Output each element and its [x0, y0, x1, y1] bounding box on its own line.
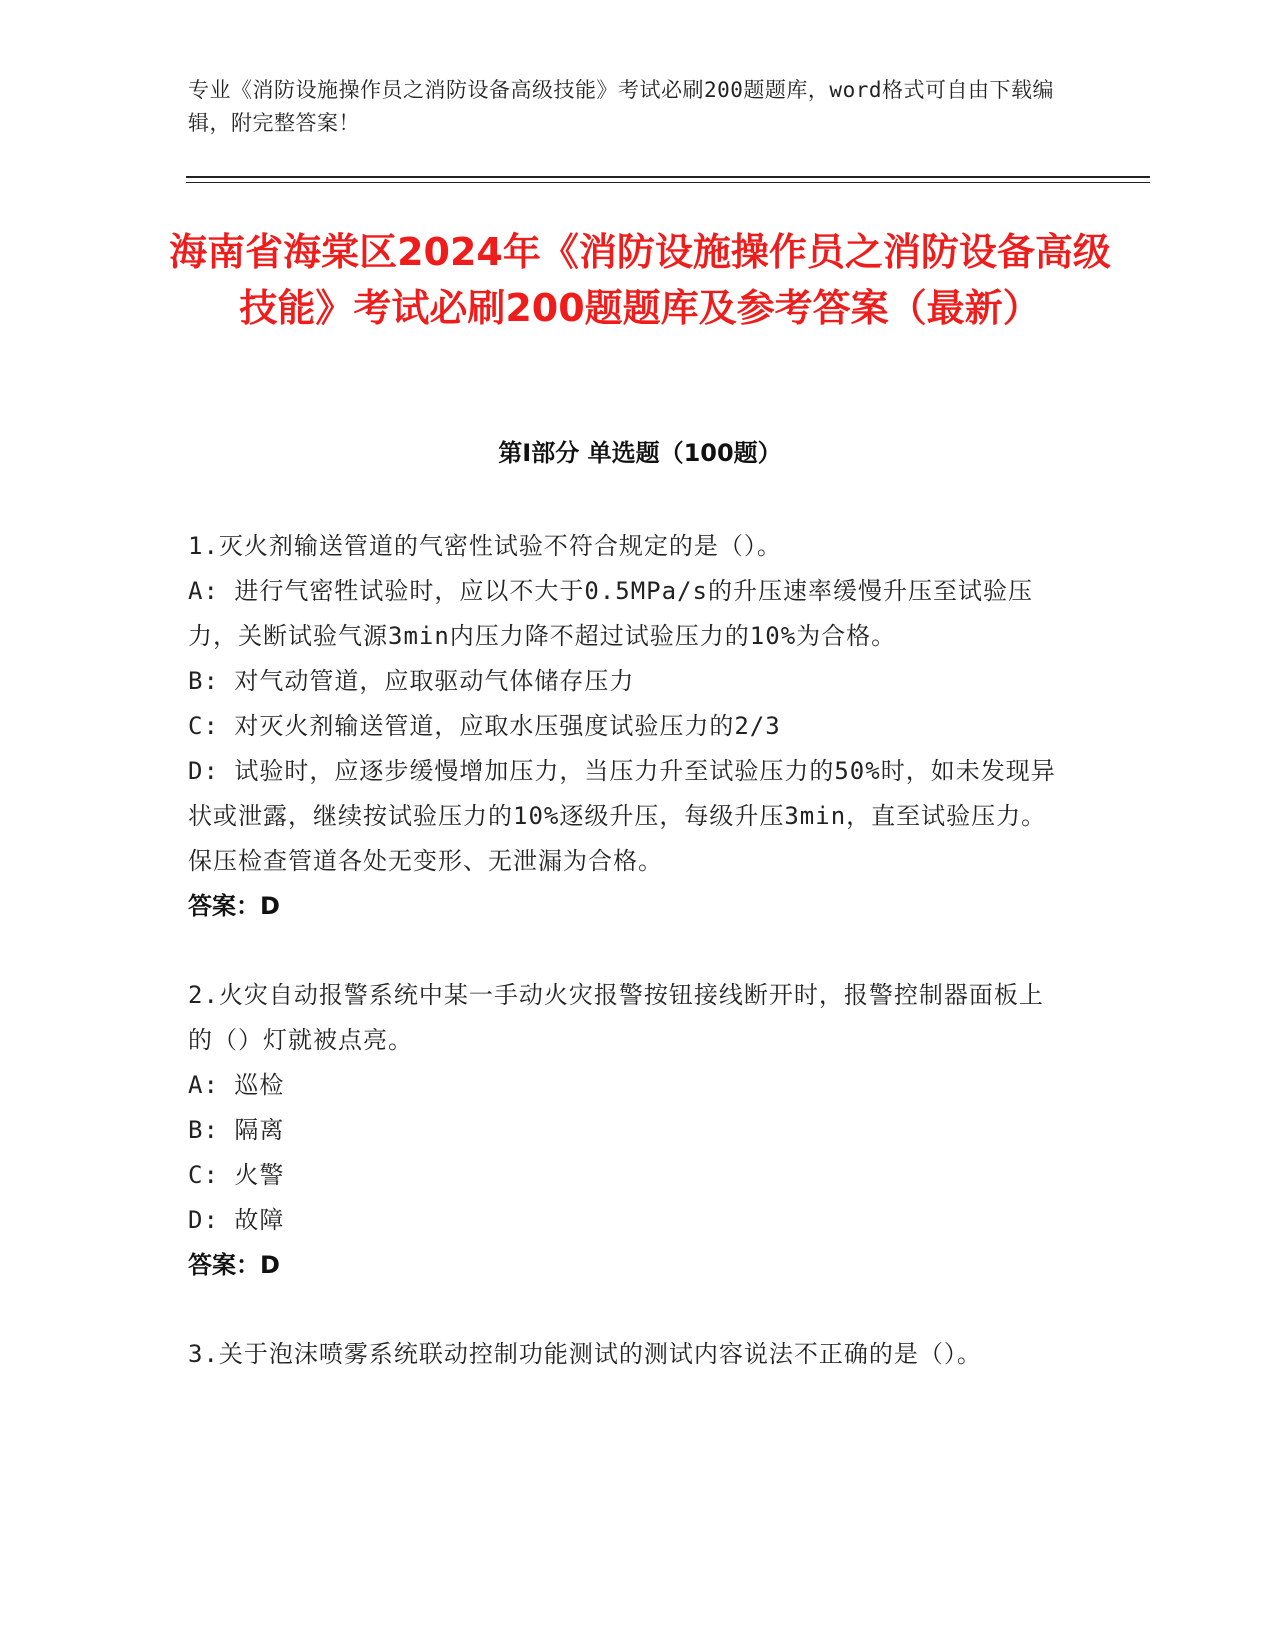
option-c: C: 对灭火剂输送管道，应取水压强度试验压力的2/3 [188, 712, 781, 740]
header-divider-thin [186, 182, 1150, 183]
question-2 [188, 973, 1068, 1288]
question-1 [188, 524, 1068, 929]
option-c: C: 火警 [188, 1161, 285, 1189]
header-divider-thick [186, 176, 1150, 178]
question-stem: 3.关于泡沫喷雾系统联动控制功能测试的测试内容说法不正确的是（）。 [188, 1340, 982, 1368]
section-title: 第I部分 单选题（100题） [498, 439, 782, 467]
answer: 答案：D [188, 892, 280, 920]
question-stem: 1.灭火剂输送管道的气密性试验不符合规定的是（）。 [188, 532, 782, 560]
option-d: D: 试验时，应逐步缓慢增加压力，当压力升至试验压力的50%时，如未发现异状或泄露，继续按试验压力的10%逐级升压，每级升压3min，直至试验压力。保压检查管道各处无变形、无泄漏为合格。 [188, 757, 1056, 875]
option-a: A: 进行气密牲试验时，应以不大于0.5MPa/s的升压速率缓慢升压至试验压力，关断试验气源3min内压力降不超过试验压力的10%为合格。 [188, 577, 1033, 650]
answer: 答案：D [188, 1251, 280, 1279]
question-list [188, 524, 1068, 1421]
question-3 [188, 1332, 1068, 1377]
header-note: 专业《消防设施操作员之消防设备高级技能》考试必刷200题题库，word格式可自由下载编辑，附完整答案！ [188, 78, 1054, 135]
option-b: B: 隔离 [188, 1116, 285, 1144]
option-d: D: 故障 [188, 1206, 285, 1234]
option-a: A: 巡检 [188, 1071, 285, 1099]
option-b: B: 对气动管道，应取驱动气体储存压力 [188, 667, 635, 695]
question-stem: 2.火灾自动报警系统中某一手动火灾报警按钮接线断开时，报警控制器面板上的（）灯就被点亮。 [188, 981, 1044, 1054]
document-title: 海南省海棠区2024年《消防设施操作员之消防设备高级技能》考试必刷200题题库及参考答案（最新） [169, 230, 1111, 330]
